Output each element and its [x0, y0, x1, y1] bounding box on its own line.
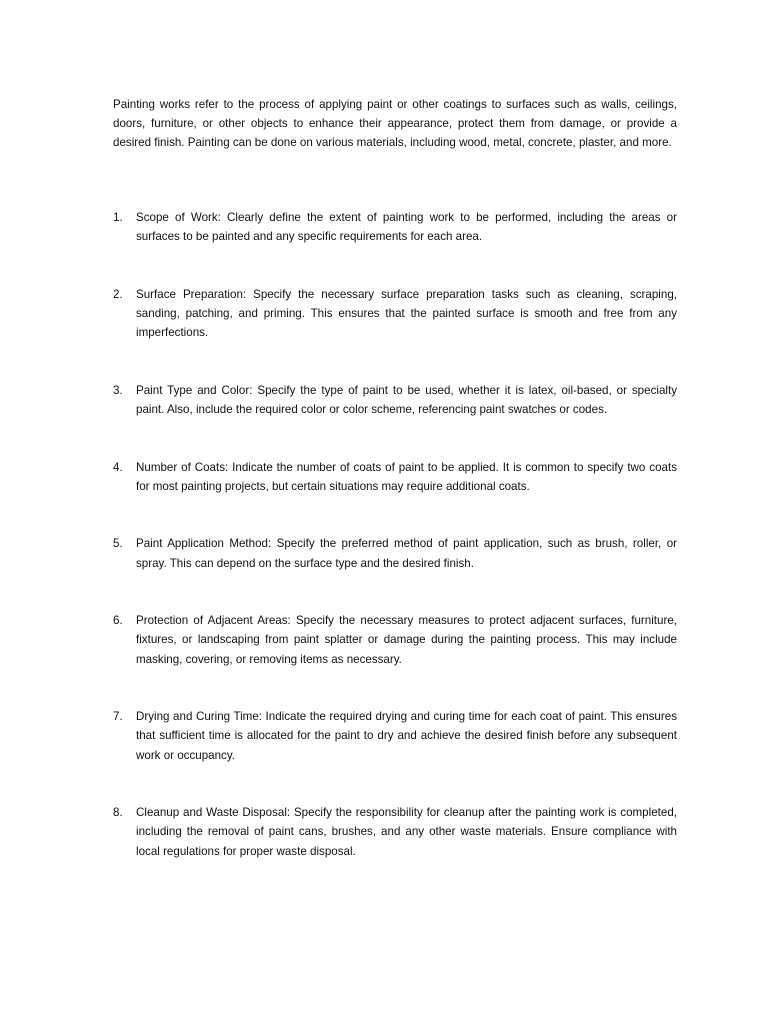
list-item: [113, 611, 677, 669]
list-item-number: 5.: [113, 537, 123, 551]
list-item-text: Scope of Work: Clearly define the extent of painting work to be performed, including the areas or surfaces to be painted and any specific requirements for each area.: [136, 211, 677, 244]
list-item-number: 1.: [113, 211, 123, 224]
list-item: [113, 803, 677, 861]
list-item-text: Drying and Curing Time: Indicate the required drying and curing time for each coat of paint. This ensures that sufficient time is allocated for the paint to dry and achieve the desired finish before any subsequent work or occupancy.: [136, 710, 677, 762]
list-item-text: Cleanup and Waste Disposal: Specify the responsibility for cleanup after the painting work is completed, including the removal of paint cans, brushes, and any other waste materials. Ensure compliance with local regulations for proper waste disposal.: [136, 806, 677, 858]
list-item-text: Number of Coats: Indicate the number of coats of paint to be applied. It is common to specify two coats for most painting projects, but certain situations may require additional coats.: [136, 460, 677, 493]
list-item-number: 3.: [113, 383, 123, 397]
list-item-number: 6.: [113, 614, 123, 628]
list-item: [113, 208, 677, 246]
list-item-number: 8.: [113, 806, 123, 820]
painting-requirements-list: [113, 208, 677, 861]
list-item: [113, 381, 677, 419]
list-item-text: Paint Application Method: Specify the preferred method of paint application, such as brush, roller, or spray. This can depend on the surface type and the desired finish.: [136, 537, 677, 570]
list-item: [113, 285, 677, 343]
list-item-number: 7.: [113, 710, 123, 724]
list-item-text: Paint Type and Color: Specify the type of paint to be used, whether it is latex, oil-based, or specialty paint. Also, include the required color or color scheme, referencing paint swatches or codes.: [136, 383, 677, 416]
list-item: [113, 458, 677, 496]
list-item-text: Protection of Adjacent Areas: Specify the necessary measures to protect adjacent surfaces, furniture, fixtures, or landscaping from paint splatter or damage during the painting process. This may include masking, covering, or removing items as necessary.: [136, 614, 677, 666]
intro-paragraph: Painting works refer to the process of applying paint or other coatings to surfaces such as walls, ceilings, doors, furniture, or other objects to enhance their appearance, protect them from damage, or provide a desired finish. Painting can be done on various materials, including wood, metal, concrete, plaster, and more.: [113, 98, 677, 150]
list-item-number: 4.: [113, 460, 123, 474]
list-item-number: 2.: [113, 287, 123, 301]
list-item: [113, 707, 677, 765]
list-item-text: Surface Preparation: Specify the necessary surface preparation tasks such as cleaning, scraping, sanding, patching, and priming. This ensures that the painted surface is smooth and free from any imperfections.: [136, 287, 677, 340]
list-item: [113, 534, 677, 572]
